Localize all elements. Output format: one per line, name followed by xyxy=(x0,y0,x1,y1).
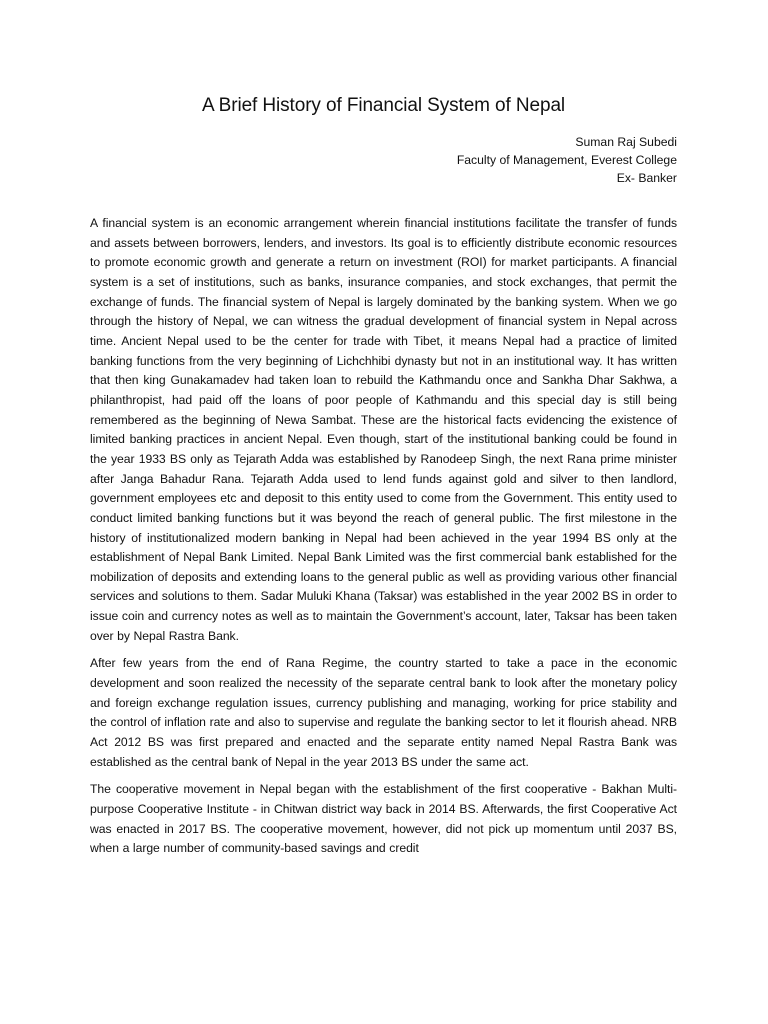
document-title: A Brief History of Financial System of Nepal xyxy=(201,95,566,116)
author-affiliation: Faculty of Management, Everest College xyxy=(456,153,677,167)
paragraph-financial-system-history: A financial system is an economic arrangement wherein financial institutions facilitate the transfer of funds and assets between borrowers, lenders, and investors. Its goal is to efficiently distribute economic resources to promote economic growth and generate a return on investment (ROI) for market participants. A financial system is a set of institutions, such as banks, insurance companies, and stock exchanges, that permit the exchange of funds. The financial system of Nepal is largely dominated by the banking system. When we go through the history of Nepal, we can witness the gradual development of financial system in Nepal across time. Ancient Nepal used to be the center for trade with Tibet, it means Nepal had a practice of limited banking functions from the very beginning of Lichchhibi dynasty but not in an institutional way. It has written that then king Gunakamadev had taken loan to rebuild the Kathmandu once and Sankha Dhar Sakhwa, a philanthropist, had paid off the loans of poor people of Kathmandu and this special day is still being remembered as the beginning of Newa Sambat. These are the historical facts evidencing the existence of limited banking practices in ancient Nepal. Even though, start of the institutional banking could be found in the year 1933 BS only as Tejarath Adda was established by Ranodeep Singh, the next Rana prime minister after Janga Bahadur Rana. Tejarath Adda used to lend funds against gold and silver to then landlord, government employees etc and deposit to this entity used to come from the Government. This entity used to conduct limited banking functions but it was beyond the reach of general public. The first milestone in the history of institutionalized modern banking in Nepal had been achieved in the year 1994 BS only at the establishment of Nepal Bank Limited. Nepal Bank Limited was the first commercial bank established for the mobilization of deposits and extending loans to the general public as well as providing various other financial services and solutions to them. Sadar Muluki Khana (Taksar) was established in the year 2002 BS in order to issue coin and currency notes as well as to maintain the Government’s account, later, Taksar has been taken over by Nepal Rastra Bank. xyxy=(90,216,677,643)
author-role: Ex- Banker xyxy=(616,171,677,185)
document-body xyxy=(90,214,677,878)
paragraph-central-bank: After few years from the end of Rana Regime, the country started to take a pace in the economic development and soon realized the necessity of the separate central bank to look after the monetary policy and foreign exchange regulation issues, currency publishing and managing, working for price stability and the control of inflation rate and also to supervise and regulate the banking sector to let it flourish ahead. NRB Act 2012 BS was first prepared and enacted and the separate entity named Nepal Rastra Bank was established as the central bank of Nepal in the year 2013 BS under the same act. xyxy=(90,656,677,769)
author-block xyxy=(90,133,677,187)
paragraph-cooperative-movement: The cooperative movement in Nepal began with the establishment of the first cooperative - Bakhan Multi-purpose Cooperative Institute - in Chitwan district way back in 2014 BS. Afterwards, the first Cooperative Act was enacted in 2017 BS. The cooperative movement, however, did not pick up momentum until 2037 BS, when a large number of community-based savings and credit xyxy=(90,782,677,856)
author-name: Suman Raj Subedi xyxy=(575,135,677,149)
